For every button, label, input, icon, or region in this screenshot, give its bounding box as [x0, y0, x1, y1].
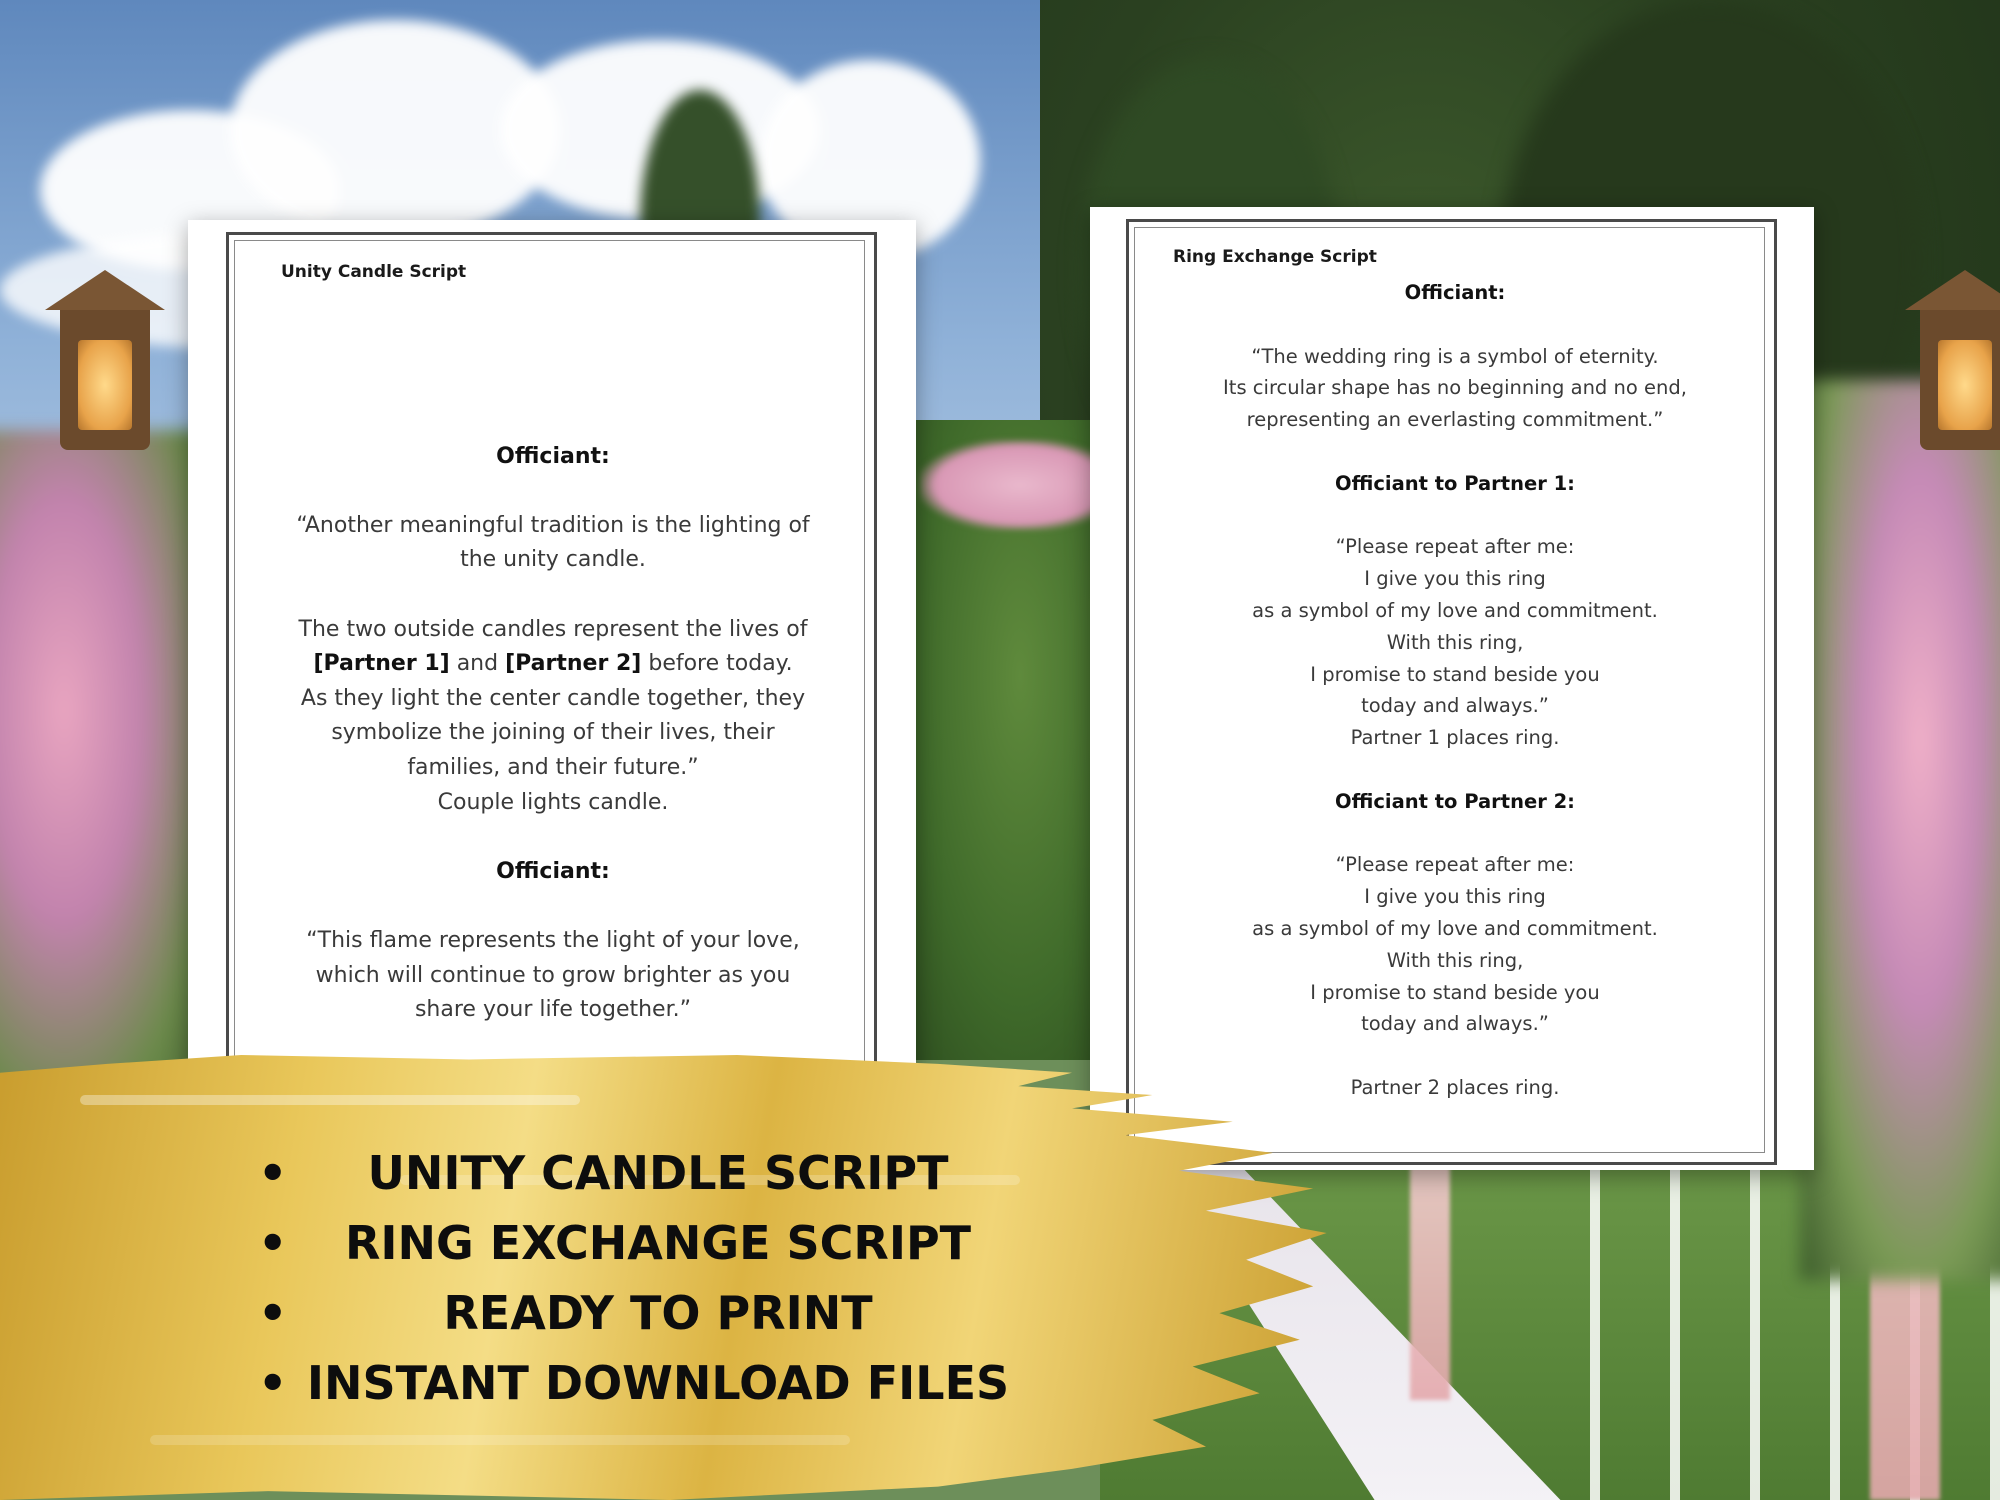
feature-item	[258, 1216, 1018, 1286]
script-line: representing an everlasting commitment.”	[1246, 408, 1664, 432]
script-line: symbolize the joining of their lives, their	[331, 720, 775, 746]
script-line: as a symbol of my love and commitment.	[1252, 598, 1658, 622]
feature-item	[258, 1146, 1018, 1216]
flower-arrangement	[0, 430, 220, 1130]
feature-item	[258, 1286, 1018, 1356]
brush-streak	[150, 1435, 850, 1445]
feature-label: RING EXCHANGE SCRIPT	[344, 1216, 972, 1270]
script-line: families, and their future.”	[407, 754, 699, 780]
script-line: I promise to stand beside you	[1310, 980, 1600, 1004]
stage-direction: Couple lights candle.	[437, 789, 669, 815]
script-line: “Please repeat after me:	[1335, 853, 1575, 877]
lantern	[60, 300, 150, 450]
script-line: As they light the center candle together, they	[300, 685, 806, 711]
script-line: share your life together.”	[414, 997, 692, 1023]
flower-arrangement	[1800, 380, 2000, 1280]
feature-label: UNITY CANDLE SCRIPT	[367, 1146, 949, 1200]
stage-direction: Partner 2 places ring.	[1350, 1075, 1560, 1099]
script-line: With this ring,	[1386, 630, 1524, 654]
partner-2-placeholder: [Partner 2]	[505, 651, 642, 677]
document-body	[1170, 277, 1740, 1104]
bullet-icon: •	[258, 1356, 288, 1410]
bullet-icon: •	[258, 1146, 288, 1200]
partner-1-placeholder: [Partner 1]	[313, 651, 450, 677]
speaker-heading: Officiant:	[496, 858, 610, 884]
script-line: Its circular shape has no beginning and no end,	[1223, 376, 1687, 400]
speaker-heading: Officiant to Partner 2:	[1335, 789, 1575, 813]
script-line: the unity candle.	[460, 547, 646, 573]
speaker-heading: Officiant:	[1404, 281, 1506, 304]
script-line: I promise to stand beside you	[1310, 662, 1600, 686]
lantern-light	[78, 340, 132, 430]
script-text: and	[449, 651, 506, 677]
document-body	[268, 405, 838, 1028]
lantern	[1920, 300, 2000, 450]
document-title: Ring Exchange Script	[1173, 247, 1377, 267]
unity-candle-document	[188, 220, 916, 1140]
brush-streak	[80, 1095, 580, 1105]
bullet-icon: •	[258, 1216, 288, 1270]
feature-list	[258, 1146, 1018, 1426]
feature-label: READY TO PRINT	[443, 1286, 873, 1340]
bullet-icon: •	[258, 1286, 288, 1340]
script-line: “Please repeat after me:	[1335, 535, 1575, 559]
script-line: I give you this ring	[1364, 567, 1546, 591]
script-line: as a symbol of my love and commitment.	[1252, 916, 1658, 940]
script-line: “The wedding ring is a symbol of eternity.	[1251, 344, 1659, 368]
speaker-heading: Officiant:	[496, 443, 610, 469]
ring-exchange-document	[1090, 207, 1814, 1170]
speaker-heading: Officiant to Partner 1:	[1335, 471, 1575, 495]
document-title: Unity Candle Script	[281, 262, 467, 282]
script-line: With this ring,	[1386, 948, 1524, 972]
feature-label: INSTANT DOWNLOAD FILES	[306, 1356, 1010, 1410]
script-line: “This flame represents the light of your love,	[306, 927, 800, 953]
stage-direction: Partner 1 places ring.	[1350, 726, 1560, 750]
script-line: today and always.”	[1361, 1012, 1549, 1036]
script-line	[268, 647, 838, 682]
script-text: before today.	[641, 651, 793, 677]
script-line: which will continue to grow brighter as you	[315, 962, 791, 988]
script-line: “Another meaningful tradition is the lighting of	[296, 512, 810, 538]
lantern-light	[1938, 340, 1992, 430]
feature-item	[258, 1356, 1018, 1426]
ribbon	[1410, 1150, 1450, 1400]
script-line: I give you this ring	[1364, 885, 1546, 909]
script-line: today and always.”	[1361, 694, 1549, 718]
script-line: The two outside candles represent the lives of	[298, 616, 808, 642]
